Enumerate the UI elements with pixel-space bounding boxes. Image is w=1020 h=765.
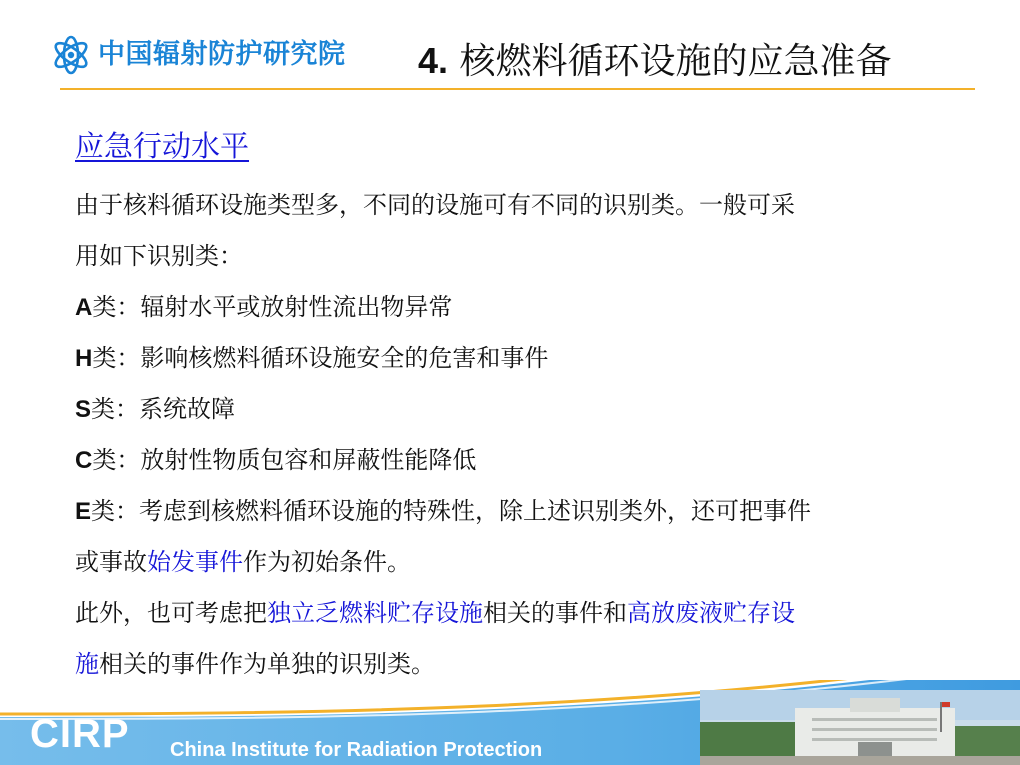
category-label: E (75, 498, 92, 525)
intro-line-1: 由于核料循环设施类型多，不同的设施可有不同的识别类。一般可采 (75, 191, 795, 219)
category-item (75, 333, 975, 384)
section-heading-link[interactable]: 应急行动水平 (75, 129, 250, 163)
intro-line-2: 用如下识别类： (75, 242, 243, 270)
category-item (75, 384, 975, 435)
text-run: 相关的事件作为单独的识别类。 (99, 650, 435, 678)
category-label: A (75, 294, 93, 321)
text-run: 或事故 (75, 548, 147, 576)
category-label: C (75, 447, 93, 474)
footer-banner (0, 680, 1020, 765)
text-run: 作为初始条件。 (243, 548, 411, 576)
text-run: 相关的事件和 (483, 599, 627, 627)
category-item-e (75, 486, 975, 537)
category-item (75, 282, 975, 333)
highlight-hlw-storage-cont: 施 (75, 650, 99, 678)
title-text: 核燃料循环设施的应急准备 (459, 41, 892, 82)
category-item (75, 435, 975, 486)
slide-title (418, 38, 892, 85)
category-label: S (75, 396, 92, 423)
slide-body (75, 122, 975, 690)
highlight-initiating-event: 始发事件 (147, 548, 243, 576)
highlight-hlw-storage: 高放废液贮存设 (627, 599, 795, 627)
org-name: 中国辐射防护研究院 (98, 39, 346, 70)
category-text: 类：辐射水平或放射性流出物异常 (92, 293, 453, 321)
extra-line-1 (75, 588, 975, 639)
header-divider (60, 88, 975, 90)
category-text: 类：考虑到核燃料循环设施的特殊性，除上述识别类外，还可把事件 (91, 497, 812, 525)
brand-wordmark: CIRP (30, 712, 130, 756)
text-run: 此外，也可考虑把 (75, 599, 267, 627)
footer-tagline: China Institute for Radiation Protection (170, 739, 543, 761)
title-number: 4. (418, 40, 449, 81)
category-label: H (75, 345, 93, 372)
category-text: 类：放射性物质包容和屏蔽性能降低 (92, 446, 477, 474)
atom-icon (50, 34, 92, 76)
building-photo (700, 690, 1020, 765)
category-text: 类：系统故障 (91, 395, 236, 423)
category-item-e-cont (75, 537, 975, 588)
highlight-spent-fuel-storage: 独立乏燃料贮存设施 (267, 599, 483, 627)
category-text: 类：影响核燃料循环设施安全的危害和事件 (92, 344, 549, 372)
